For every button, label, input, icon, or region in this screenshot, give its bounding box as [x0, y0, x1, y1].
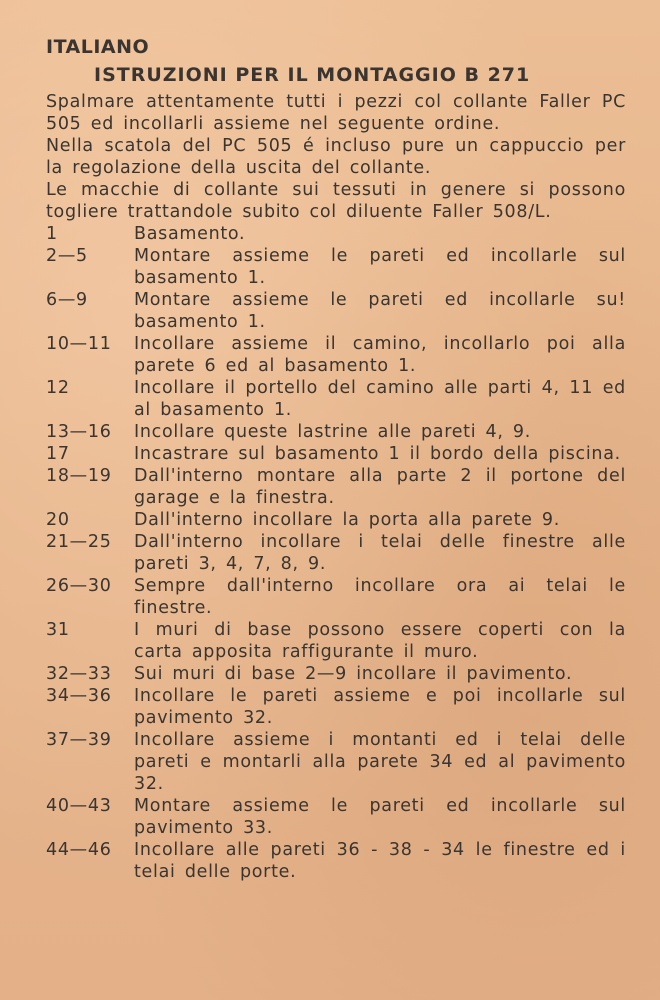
- step-number: 26—30: [46, 576, 112, 596]
- step-text: Montare assieme le pareti ed incollarle sul basamento 1.: [134, 246, 626, 288]
- instruction-page: [46, 36, 626, 883]
- intro-paragraph: Nella scatola del PC 505 é incluso pure un cappuccio per la regolazione della uscita del collante.: [46, 136, 626, 178]
- step-text: Dall'interno incollare la porta alla parete 9.: [134, 510, 560, 530]
- language-heading: ITALIANO: [46, 36, 150, 58]
- step-number: 40—43: [46, 796, 112, 816]
- step-number: 32—33: [46, 664, 112, 684]
- step-text: Incollare alle pareti 36 - 38 - 34 le finestre ed i telai delle porte.: [134, 840, 626, 882]
- step-text: Montare assieme le pareti ed incollarle sul pavimento 33.: [134, 796, 626, 838]
- step-number: 20: [46, 510, 70, 530]
- step-number: 10—11: [46, 334, 112, 354]
- step-number: 13—16: [46, 422, 112, 442]
- step-text: Incollare il portello del camino alle parti 4, 11 ed al basamento 1.: [134, 378, 626, 420]
- step-text: Dall'interno incollare i telai delle finestre alle pareti 3, 4, 7, 8, 9.: [134, 532, 626, 574]
- step-row: [46, 663, 626, 685]
- step-number: 44—46: [46, 840, 112, 860]
- step-text: Incollare assieme il camino, incollarlo poi alla parete 6 ed al basamento 1.: [134, 334, 626, 376]
- step-row: [46, 509, 626, 531]
- step-number: 34—36: [46, 686, 112, 706]
- step-row: [46, 465, 626, 509]
- step-row: [46, 377, 626, 421]
- step-row: [46, 443, 626, 465]
- step-text: Basamento.: [134, 224, 246, 244]
- step-number: 6—9: [46, 290, 88, 310]
- intro-paragraph: Le macchie di collante sui tessuti in genere si possono togliere trattandole subito col diluente Faller 508/L.: [46, 180, 626, 222]
- step-text: Incollare le pareti assieme e poi incollarle sul pavimento 32.: [134, 686, 626, 728]
- step-row: [46, 619, 626, 663]
- step-number: 21—25: [46, 532, 112, 552]
- step-row: [46, 223, 626, 245]
- page-title: ISTRUZIONI PER IL MONTAGGIO B 271: [94, 64, 531, 86]
- steps-list: [46, 223, 626, 883]
- step-text: Incollare queste lastrine alle pareti 4, 9.: [134, 422, 532, 442]
- step-row: [46, 839, 626, 883]
- intro-text: [46, 91, 626, 223]
- step-text: Dall'interno montare alla parte 2 il portone del garage e la finestra.: [134, 466, 626, 508]
- step-row: [46, 531, 626, 575]
- step-text: Incollare assieme i montanti ed i telai delle pareti e montarli alla parete 34 ed al pavimento 32.: [134, 730, 626, 794]
- step-row: [46, 575, 626, 619]
- step-row: [46, 421, 626, 443]
- intro-paragraph: Spalmare attentamente tutti i pezzi col collante Faller PC 505 ed incollarli assieme nel seguente ordine.: [46, 92, 626, 134]
- step-row: [46, 685, 626, 729]
- step-number: 2—5: [46, 246, 88, 266]
- step-number: 31: [46, 620, 70, 640]
- step-text: Incastrare sul basamento 1 il bordo della piscina.: [134, 444, 621, 464]
- step-row: [46, 795, 626, 839]
- step-row: [46, 245, 626, 289]
- step-number: 12: [46, 378, 70, 398]
- step-row: [46, 289, 626, 333]
- step-text: Sui muri di base 2—9 incollare il pavimento.: [134, 664, 573, 684]
- step-number: 17: [46, 444, 70, 464]
- step-text: Sempre dall'interno incollare ora ai telai le finestre.: [134, 576, 626, 618]
- step-text: Montare assieme le pareti ed incollarle su! basamento 1.: [134, 290, 626, 332]
- step-row: [46, 729, 626, 795]
- step-text: I muri di base possono essere coperti con la carta apposita raffigurante il muro.: [134, 620, 626, 662]
- step-row: [46, 333, 626, 377]
- step-number: 18—19: [46, 466, 112, 486]
- step-number: 37—39: [46, 730, 112, 750]
- step-number: 1: [46, 224, 58, 244]
